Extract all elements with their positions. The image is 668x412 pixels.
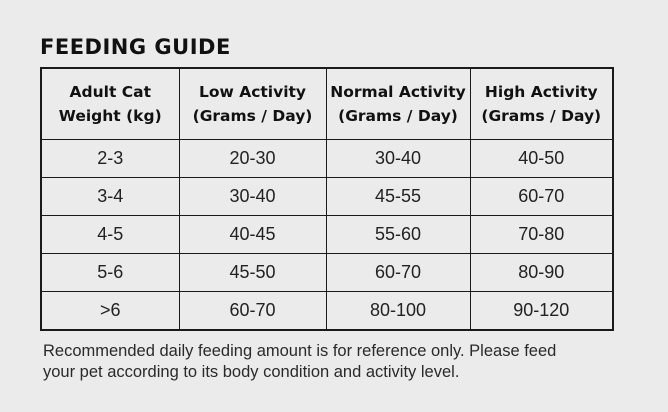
cell-weight: 3-4 <box>41 178 179 216</box>
reference-note <box>43 341 643 383</box>
header-cat-weight <box>41 68 179 140</box>
header-normal-activity <box>326 68 470 140</box>
table-header-row <box>41 68 613 140</box>
header-cat-weight-line2: Weight (kg) <box>58 107 162 125</box>
table-row <box>41 216 613 254</box>
header-cat-weight-line1: Adult Cat <box>69 83 151 101</box>
cell-low-activity: 40-45 <box>179 216 326 254</box>
feeding-guide-title: FEEDING GUIDE <box>40 35 231 59</box>
reference-note-line1: Recommended daily feeding amount is for reference only. Please feed <box>43 342 557 360</box>
cell-high-activity: 40-50 <box>470 140 613 178</box>
cell-normal-activity: 45-55 <box>326 178 470 216</box>
cell-weight: 5-6 <box>41 254 179 292</box>
header-low-activity-line2: (Grams / Day) <box>192 107 313 125</box>
header-normal-activity-line2: (Grams / Day) <box>338 107 458 125</box>
cell-normal-activity: 60-70 <box>326 254 470 292</box>
cell-low-activity: 20-30 <box>179 140 326 178</box>
cell-normal-activity: 30-40 <box>326 140 470 178</box>
cell-high-activity: 70-80 <box>470 216 613 254</box>
cell-high-activity: 60-70 <box>470 178 613 216</box>
feeding-guide-table <box>40 67 614 331</box>
table-row <box>41 178 613 216</box>
header-high-activity <box>470 68 613 140</box>
cell-weight: 2-3 <box>41 140 179 178</box>
cell-weight: 4-5 <box>41 216 179 254</box>
header-high-activity-line1: High Activity <box>484 83 598 101</box>
header-high-activity-line2: (Grams / Day) <box>481 107 602 125</box>
header-low-activity <box>179 68 326 140</box>
table-row <box>41 292 613 331</box>
table-row <box>41 254 613 292</box>
cell-high-activity: 90-120 <box>470 292 613 331</box>
cell-normal-activity: 55-60 <box>326 216 470 254</box>
cell-high-activity: 80-90 <box>470 254 613 292</box>
cell-weight: >6 <box>41 292 179 331</box>
table-row <box>41 140 613 178</box>
header-normal-activity-line1: Normal Activity <box>330 83 466 101</box>
header-low-activity-line1: Low Activity <box>198 83 307 101</box>
cell-low-activity: 60-70 <box>179 292 326 331</box>
cell-low-activity: 30-40 <box>179 178 326 216</box>
reference-note-line2: your pet according to its body condition and activity level. <box>43 363 460 381</box>
cell-normal-activity: 80-100 <box>326 292 470 331</box>
cell-low-activity: 45-50 <box>179 254 326 292</box>
